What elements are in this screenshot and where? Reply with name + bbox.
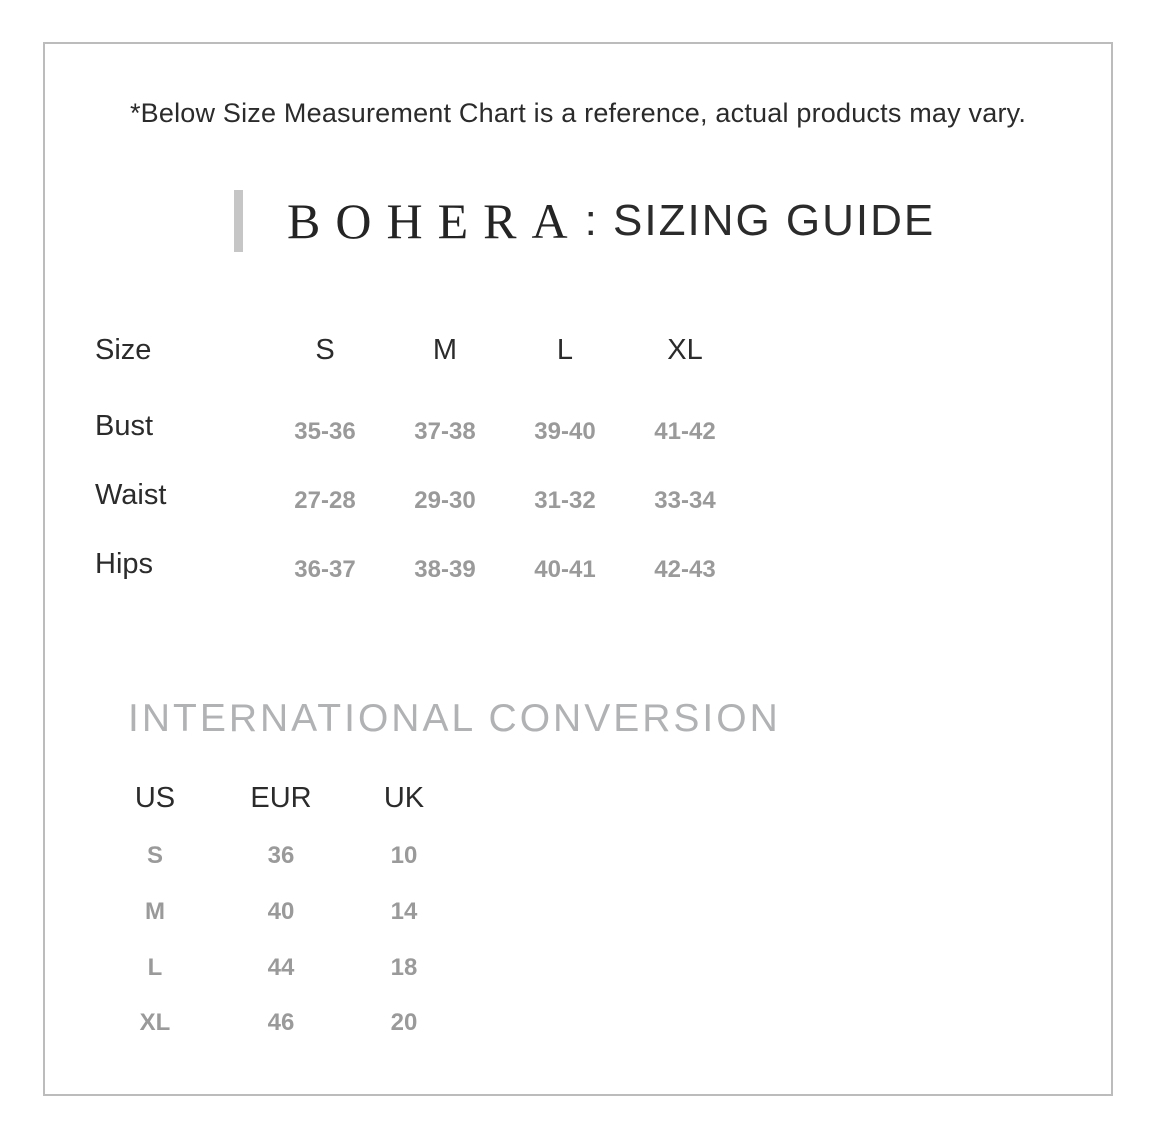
conversion-section-title: INTERNATIONAL CONVERSION bbox=[128, 697, 781, 740]
measurement-value: 33-34 bbox=[654, 487, 716, 514]
page-title: : SIZING GUIDE bbox=[584, 196, 936, 245]
brand-name: BOHERA bbox=[287, 193, 583, 249]
conversion-column-header: UK bbox=[383, 781, 425, 814]
conversion-header-row bbox=[105, 778, 451, 818]
disclaimer-text: *Below Size Measurement Chart is a reference, actual products may vary. bbox=[129, 98, 1027, 128]
size-column-header: L bbox=[556, 333, 574, 366]
size-chart-header-row bbox=[95, 330, 745, 370]
conversion-cell: S bbox=[146, 842, 163, 869]
measurement-value: 35-36 bbox=[294, 418, 356, 445]
measurement-value: 37-38 bbox=[414, 418, 476, 445]
size-column-header: M bbox=[432, 333, 458, 366]
brand-header bbox=[234, 189, 935, 253]
conversion-cell: 40 bbox=[267, 898, 295, 925]
measurement-value: 41-42 bbox=[654, 418, 716, 445]
conversion-cell: 14 bbox=[390, 898, 418, 925]
measurement-value: 36-37 bbox=[294, 556, 356, 583]
conversion-row bbox=[105, 1003, 451, 1043]
measurement-label: Waist bbox=[95, 478, 167, 511]
measurement-value: 29-30 bbox=[414, 487, 476, 514]
size-chart-label: Size bbox=[95, 333, 152, 366]
conversion-cell: 44 bbox=[267, 954, 295, 981]
size-chart-row-waist bbox=[95, 471, 745, 519]
conversion-cell: 36 bbox=[267, 842, 295, 869]
accent-bar bbox=[234, 190, 243, 252]
measurement-value: 40-41 bbox=[534, 556, 596, 583]
conversion-cell: 20 bbox=[390, 1009, 418, 1036]
size-column-header: XL bbox=[667, 333, 703, 366]
conversion-cell: 10 bbox=[390, 842, 418, 869]
measurement-value: 31-32 bbox=[534, 487, 596, 514]
size-chart-row-hips bbox=[95, 540, 745, 588]
size-chart-row-bust bbox=[95, 402, 745, 450]
conversion-cell: M bbox=[145, 898, 165, 925]
conversion-cell: 18 bbox=[390, 954, 418, 981]
measurement-value: 27-28 bbox=[294, 487, 356, 514]
conversion-row bbox=[105, 836, 451, 876]
conversion-cell: XL bbox=[139, 1009, 171, 1036]
measurement-value: 38-39 bbox=[414, 556, 476, 583]
conversion-row bbox=[105, 892, 451, 932]
measurement-label: Hips bbox=[95, 547, 154, 580]
conversion-column-header: US bbox=[134, 781, 176, 814]
conversion-cell: 46 bbox=[267, 1009, 295, 1036]
conversion-cell: L bbox=[147, 954, 163, 981]
conversion-row bbox=[105, 948, 451, 988]
measurement-value: 42-43 bbox=[654, 556, 716, 583]
conversion-column-header: EUR bbox=[250, 781, 312, 814]
size-column-header: S bbox=[315, 333, 335, 366]
measurement-label: Bust bbox=[95, 409, 154, 442]
measurement-value: 39-40 bbox=[534, 418, 596, 445]
